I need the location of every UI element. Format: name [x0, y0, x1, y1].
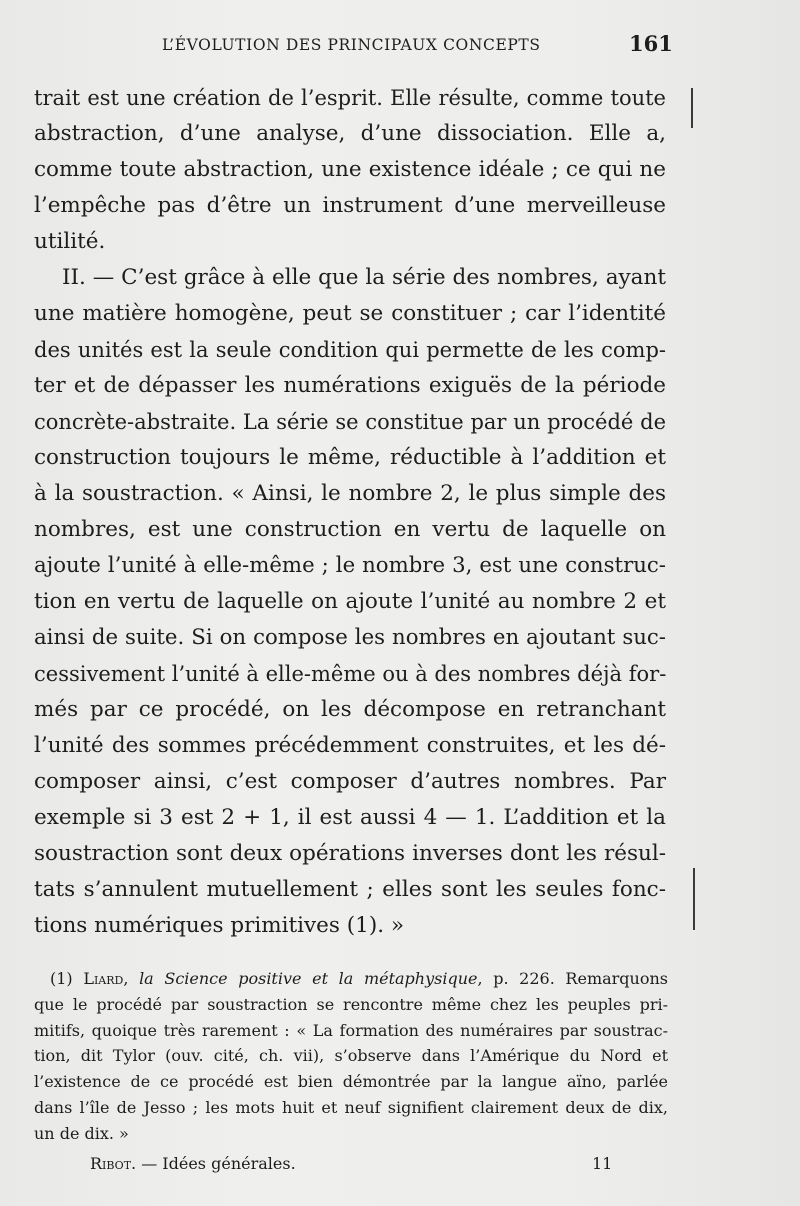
text-line: des unités est la seule condition qui permette de les comp-: [34, 338, 666, 362]
margin-mark: [691, 88, 693, 128]
footnote-line: l’existence de ce procédé est bien démontrée par la langue aïno, parlée: [34, 1072, 668, 1092]
text-line: abstraction, d’une analyse, d’une dissociation. Elle a,: [34, 121, 666, 146]
footnote: [34, 966, 668, 1147]
text-line: l’empêche pas d’être un instrument d’une merveilleuse: [34, 193, 666, 218]
margin-mark: [693, 868, 695, 930]
text-line: soustraction sont deux opérations inverses dont les résul-: [34, 841, 666, 866]
text-line: tions numériques primitives (1). »: [34, 913, 405, 938]
page-number: 161: [629, 31, 673, 56]
text-line: une matière homogène, peut se constituer ; car l’identité: [34, 301, 666, 326]
footnote-line: dans l’île de Jesso ; les mots huit et neuf signifient clairement deux de dix,: [34, 1097, 668, 1117]
page-header: [0, 28, 800, 64]
text-line: ajoute l’unité à elle-même ; le nombre 3, est une construc-: [34, 553, 666, 578]
main-text: [34, 80, 666, 944]
footnote-marker: (1): [50, 969, 73, 988]
footnote-cited-title: la Science positive et la métaphysique: [139, 969, 478, 988]
footnote-line: tion, dit Tylor (ouv. cité, ch. vii), s’observe dans l’Amérique du Nord et: [34, 1046, 668, 1066]
text-line: trait est une création de l’esprit. Elle résulte, comme toute: [34, 86, 666, 110]
text-line: concrète-abstraite. La série se constitue par un procédé de: [34, 410, 666, 434]
footnote-line: que le procédé par soustraction se rencontre même chez les peuples pri-: [34, 994, 668, 1014]
printer-signature: [0, 1150, 800, 1180]
text-line: comme toute abstraction, une existence idéale ; ce qui ne: [34, 157, 666, 182]
text-line: composer ainsi, c’est composer d’autres nombres. Par: [34, 769, 666, 794]
signature-work: — Idées générales.: [141, 1154, 296, 1173]
text-line: à la soustraction. « Ainsi, le nombre 2, le plus simple des: [34, 481, 666, 506]
footnote-line: mitifs, quoique très rarement : « La formation des numéraires par soustrac-: [34, 1020, 668, 1040]
text-line: cessivement l’unité à elle-même ou à des nombres déjà for-: [34, 662, 667, 686]
text-line: l’unité des sommes précédemment construites, et les dé-: [34, 733, 666, 758]
text-line: tats s’annulent mutuellement ; elles sont les seules fonc-: [34, 877, 666, 902]
text-line: més par ce procédé, on les décompose en retranchant: [34, 697, 666, 722]
text-line: utilité.: [34, 229, 106, 254]
footnote-line: un de dix. »: [34, 1123, 129, 1143]
signature-author: Ribot.: [90, 1154, 137, 1173]
signature-sheet-number: 11: [592, 1154, 613, 1173]
text-line: exemple si 3 est 2 + 1, il est aussi 4 — 1. L’addition et la: [34, 805, 666, 830]
signature-title: [90, 1154, 296, 1173]
text-line: tion en vertu de laquelle on ajoute l’unité au nombre 2 et: [34, 589, 666, 614]
footnote-author: Liard,: [83, 969, 129, 988]
text-line: ainsi de suite. Si on compose les nombres en ajoutant suc-: [34, 625, 666, 650]
paragraph-start-line: II. — C’est grâce à elle que la série des nombres, ayant: [62, 265, 666, 290]
text-line: ter et de dépasser les numérations exiguës de la période: [34, 373, 666, 398]
running-title: L’ÉVOLUTION DES PRINCIPAUX CONCEPTS: [162, 36, 541, 54]
text-line: nombres, est une construction en vertu de laquelle on: [34, 517, 666, 542]
text-line: construction toujours le même, réductible à l’addition et: [34, 445, 666, 470]
footnote-citation-rest: , p. 226. Remarquons: [477, 969, 668, 988]
footnote-first-line: [34, 966, 668, 992]
